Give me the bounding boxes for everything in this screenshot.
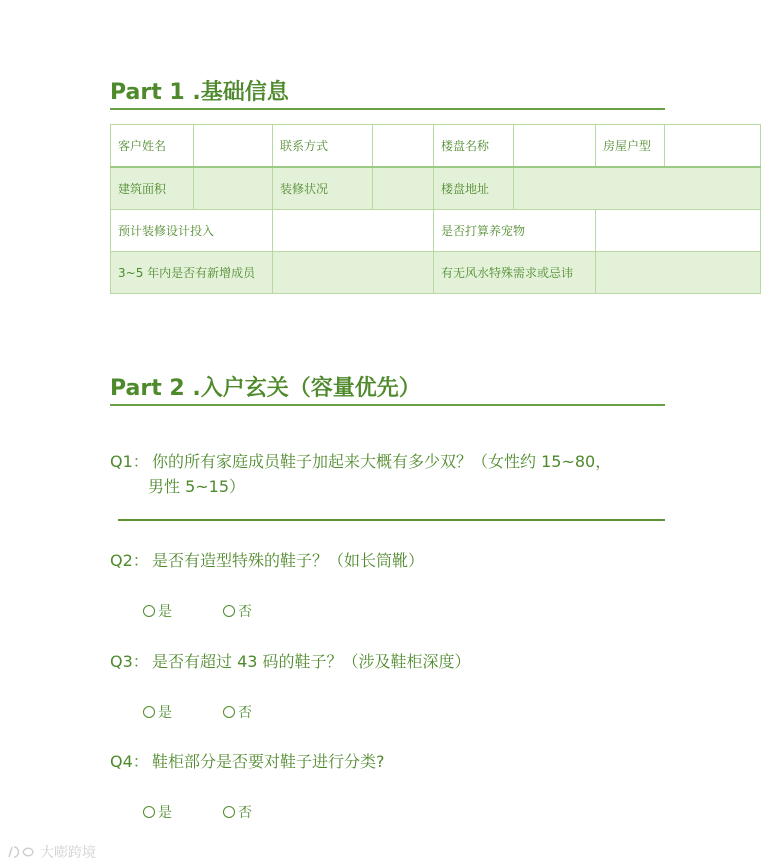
option-label: 否 <box>238 805 252 821</box>
answer-line[interactable] <box>118 519 665 521</box>
option-label: 是 <box>158 604 172 620</box>
radio-icon[interactable] <box>143 605 155 617</box>
option-label: 是 <box>158 705 172 721</box>
options-q3 <box>143 702 303 722</box>
table-row <box>111 167 761 210</box>
field-decoration-status[interactable] <box>373 167 434 210</box>
label-new-members: 3~5 年内是否有新增成员 <box>111 252 273 294</box>
question-number: Q4： <box>110 752 149 771</box>
option-yes[interactable] <box>143 702 223 722</box>
radio-icon[interactable] <box>143 806 155 818</box>
option-label: 否 <box>238 705 252 721</box>
label-estate-address: 楼盘地址 <box>434 167 514 210</box>
options-q4 <box>143 802 303 822</box>
question-number: Q2： <box>110 551 149 570</box>
option-label: 是 <box>158 805 172 821</box>
question-text: 鞋柜部分是否要对鞋子进行分类? <box>152 752 385 771</box>
part2-title: Part 2 .入户玄关（容量优先） <box>110 374 665 406</box>
label-decoration-status: 装修状况 <box>273 167 373 210</box>
option-no[interactable] <box>223 601 303 621</box>
field-estate-name[interactable] <box>514 125 596 168</box>
option-label: 否 <box>238 604 252 620</box>
label-estate-name: 楼盘名称 <box>434 125 514 168</box>
watermark-text: 大嘭跨境 <box>40 845 96 861</box>
question-4 <box>110 749 670 774</box>
table-row <box>111 210 761 252</box>
field-building-area[interactable] <box>194 167 273 210</box>
basic-info-table <box>110 124 761 294</box>
label-pets: 是否打算养宠物 <box>434 210 596 252</box>
option-no[interactable] <box>223 802 303 822</box>
label-contact: 联系方式 <box>273 125 373 168</box>
watermark <box>6 842 96 862</box>
option-yes[interactable] <box>143 601 223 621</box>
field-contact[interactable] <box>373 125 434 168</box>
question-text: 你的所有家庭成员鞋子加起来大概有多少双？（女性约 15~80， <box>152 452 612 471</box>
field-pets[interactable] <box>596 210 761 252</box>
question-text: 是否有造型特殊的鞋子？（如长筒靴） <box>152 551 425 570</box>
label-budget: 预计装修设计投入 <box>111 210 273 252</box>
question-text-continued: 男性 5~15） <box>148 477 246 496</box>
field-house-type[interactable] <box>665 125 761 168</box>
question-1 <box>110 449 670 499</box>
question-number: Q1： <box>110 452 149 471</box>
option-no[interactable] <box>223 702 303 722</box>
question-number: Q3： <box>110 652 149 671</box>
field-fengshui[interactable] <box>596 252 761 294</box>
radio-icon[interactable] <box>223 806 235 818</box>
table-row <box>111 252 761 294</box>
radio-icon[interactable] <box>223 706 235 718</box>
logo-icon <box>6 844 36 860</box>
option-yes[interactable] <box>143 802 223 822</box>
question-3 <box>110 649 670 674</box>
field-budget[interactable] <box>273 210 434 252</box>
field-customer-name[interactable] <box>194 125 273 168</box>
radio-icon[interactable] <box>143 706 155 718</box>
radio-icon[interactable] <box>223 605 235 617</box>
question-text: 是否有超过 43 码的鞋子？（涉及鞋柜深度） <box>152 652 471 671</box>
field-new-members[interactable] <box>273 252 434 294</box>
options-q2 <box>143 601 303 621</box>
question-2 <box>110 548 670 573</box>
label-customer-name: 客户姓名 <box>111 125 194 168</box>
label-house-type: 房屋户型 <box>596 125 665 168</box>
label-building-area: 建筑面积 <box>111 167 194 210</box>
label-fengshui: 有无风水特殊需求或忌讳 <box>434 252 596 294</box>
field-estate-address[interactable] <box>514 167 761 210</box>
table-row <box>111 125 761 168</box>
part1-title: Part 1 .基础信息 <box>110 78 665 110</box>
